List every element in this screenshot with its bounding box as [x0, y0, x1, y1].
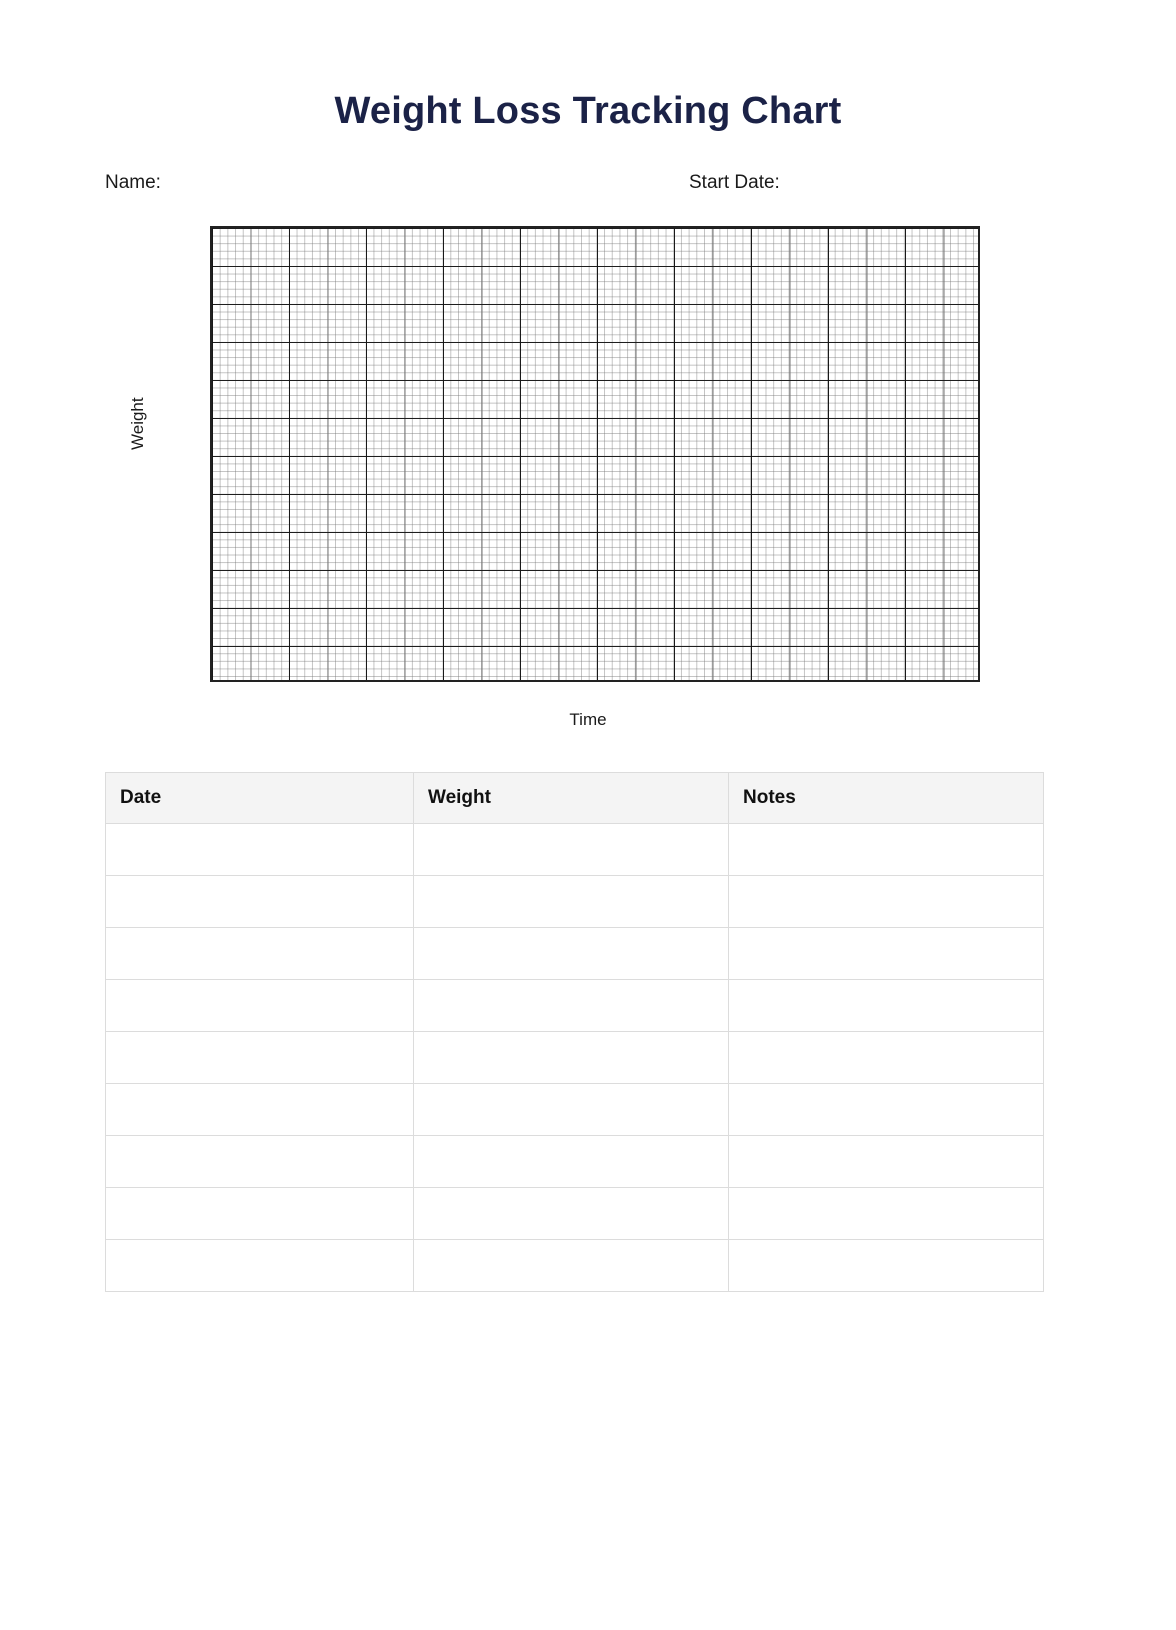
cell-weight[interactable]	[414, 1084, 729, 1136]
cell-notes[interactable]	[729, 980, 1044, 1032]
cell-date[interactable]	[106, 1032, 414, 1084]
cell-date[interactable]	[106, 824, 414, 876]
weight-log-table	[105, 772, 1044, 1292]
cell-weight[interactable]	[414, 1136, 729, 1188]
column-header-weight: Weight	[414, 773, 729, 824]
cell-date[interactable]	[106, 1136, 414, 1188]
cell-notes[interactable]	[729, 1032, 1044, 1084]
cell-weight[interactable]	[414, 824, 729, 876]
table-row	[106, 980, 1044, 1032]
cell-weight[interactable]	[414, 876, 729, 928]
cell-notes[interactable]	[729, 1084, 1044, 1136]
graph-paper-major-gridlines	[212, 228, 978, 680]
cell-notes[interactable]	[729, 928, 1044, 980]
x-axis-label: Time	[569, 710, 607, 729]
table-row	[106, 1136, 1044, 1188]
cell-weight[interactable]	[414, 928, 729, 980]
table-body	[106, 824, 1044, 1292]
table-header-row	[106, 773, 1044, 824]
y-axis-label: Weight	[128, 397, 147, 450]
cell-date[interactable]	[106, 1188, 414, 1240]
start-date-field-label: Start Date:	[689, 172, 780, 193]
name-field-label: Name:	[105, 172, 161, 193]
cell-date[interactable]	[106, 928, 414, 980]
header-fields	[105, 172, 1005, 198]
column-header-notes: Notes	[729, 773, 1044, 824]
table-row	[106, 1188, 1044, 1240]
table-row	[106, 876, 1044, 928]
table-row	[106, 1084, 1044, 1136]
cell-notes[interactable]	[729, 876, 1044, 928]
cell-date[interactable]	[106, 1084, 414, 1136]
table-row	[106, 824, 1044, 876]
graph-plot-area[interactable]	[210, 226, 980, 682]
cell-notes[interactable]	[729, 1240, 1044, 1292]
cell-notes[interactable]	[729, 824, 1044, 876]
page-title: Weight Loss Tracking Chart	[334, 90, 842, 132]
cell-weight[interactable]	[414, 1240, 729, 1292]
column-header-date: Date	[106, 773, 414, 824]
cell-weight[interactable]	[414, 1188, 729, 1240]
cell-date[interactable]	[106, 1240, 414, 1292]
table-row	[106, 1032, 1044, 1084]
table-row	[106, 1240, 1044, 1292]
cell-date[interactable]	[106, 876, 414, 928]
graph-paper-grid	[210, 226, 980, 682]
cell-weight[interactable]	[414, 980, 729, 1032]
cell-date[interactable]	[106, 980, 414, 1032]
table-row	[106, 928, 1044, 980]
cell-weight[interactable]	[414, 1032, 729, 1084]
cell-notes[interactable]	[729, 1188, 1044, 1240]
cell-notes[interactable]	[729, 1136, 1044, 1188]
